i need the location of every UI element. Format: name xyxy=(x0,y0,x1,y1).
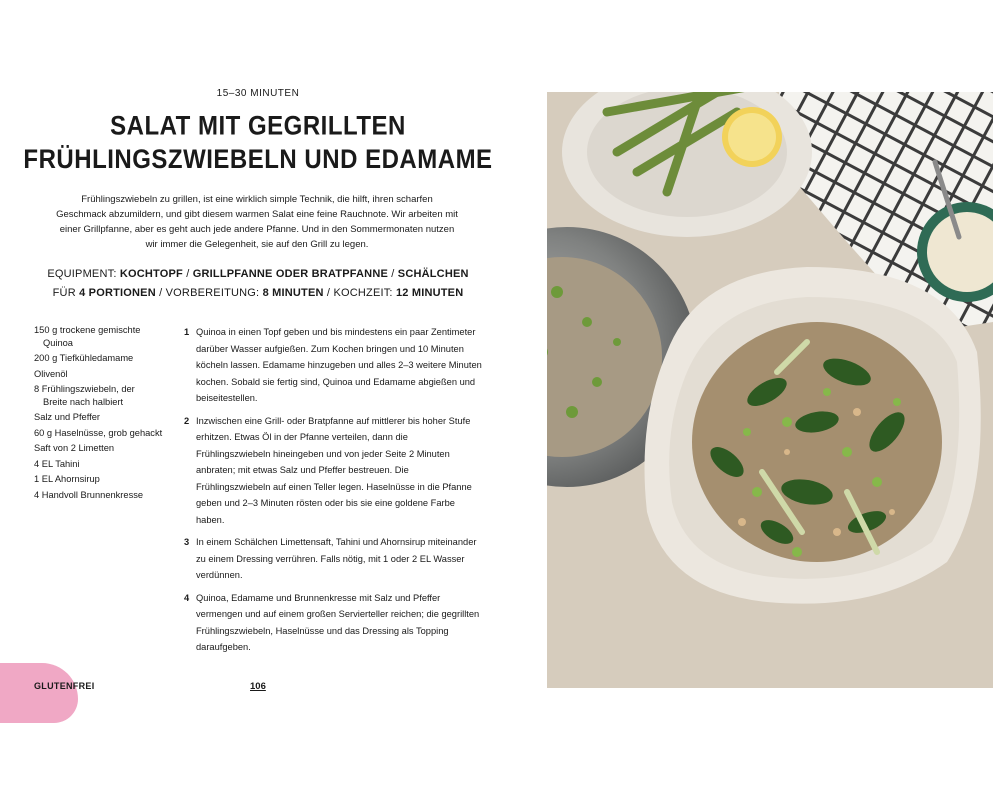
equipment-separator: / xyxy=(182,268,193,280)
gluten-free-tag-background xyxy=(0,663,78,723)
equipment-line xyxy=(0,267,516,281)
ingredient-item: 200 g Tiefkühledamame xyxy=(34,353,134,363)
cook-time: 12 MINUTEN xyxy=(395,287,464,299)
ingredient-item: Saft von 2 Limetten xyxy=(34,443,115,453)
equipment-item: SCHÄLCHEN xyxy=(397,268,469,280)
ingredient-item: 4 EL Tahini xyxy=(34,458,80,469)
step-number: 1 xyxy=(184,327,190,337)
recipe-intro: Frühlingszwiebeln zu grillen, ist eine wirklich simple Technik, die hilft, ihren scharfen Geschmack abzumildern, und gibt diesem warmen Salat eine feine Rauchnote. Wir arbeiten mit einer Grillpfanne, aber es geht auch jede andere Pfanne. Und in den Sommermonaten nutzen wir immer die Gelegenheit, sie auf den Grill zu legen. xyxy=(56,194,458,250)
gluten-free-tag: GLUTENFREI xyxy=(34,681,95,691)
servings-prefix: FÜR xyxy=(52,287,80,299)
salad-illustration xyxy=(547,92,993,688)
servings-line xyxy=(0,286,516,300)
ingredient-item: 1 EL Ahornsirup xyxy=(34,474,100,484)
equipment-label: EQUIPMENT: xyxy=(47,268,120,280)
prep-label: / VORBEREITUNG: xyxy=(155,287,263,299)
quinoa-salad xyxy=(692,322,942,562)
servings-portions: 4 PORTIONEN xyxy=(79,287,156,299)
ingredient-item: 150 g trockene gemischte Quinoa xyxy=(34,325,141,348)
method-step xyxy=(184,590,484,656)
method-step xyxy=(184,413,484,529)
salad-plate-photo xyxy=(547,92,993,688)
page-number: 106 xyxy=(250,681,266,692)
cook-label: / KOCHZEIT: xyxy=(323,287,396,299)
step-number: 2 xyxy=(184,415,190,426)
ingredient-item: Olivenöl xyxy=(34,368,68,379)
step-text: Quinoa, Edamame und Brunnenkresse mit Salz und Pfeffer vermengen und auf einem großen Servierteller reichen; die gegrillten Frühlingszwiebeln, Haselnüsse und das Dressing als Topping daraufgeben. xyxy=(196,592,480,652)
ingredient-list xyxy=(34,324,174,504)
cooking-time-label: 15–30 MINUTEN xyxy=(216,88,300,99)
step-text: Inzwischen eine Grill- oder Bratpfanne auf mittlerer bis hoher Stufe erhitzen. Etwas Öl in der Pfanne verteilen, dann die Frühlingszwiebeln hineingeben und von jeder Seite 2 Minuten anbraten; mit etwas Salz und Pfeffer bestreuen. Die Frühlingszwiebeln auf einen Teller legen. Haselnüsse in die Pfanne geben und 2–3 Minuten rösten oder bis sie eine goldene Farbe haben. xyxy=(196,415,472,525)
method-step xyxy=(184,324,484,407)
method-steps xyxy=(184,324,484,662)
recipe-title: SALAT MIT GEGRILLTEN FRÜHLINGSZWIEBELN UND EDAMAME xyxy=(23,111,493,175)
method-step xyxy=(184,534,484,584)
equipment-item: GRILLPFANNE ODER BRATPFANNE xyxy=(192,268,389,280)
step-number: 4 xyxy=(184,592,190,603)
equipment-item: KOCHTOPF xyxy=(119,268,183,280)
step-text: In einem Schälchen Limettensaft, Tahini und Ahornsirup miteinander zu einem Dressing verrühren. Falls nötig, mit 1 oder 2 EL Wasser verdünnen. xyxy=(196,537,477,580)
ingredient-item: 60 g Haselnüsse, grob gehackt xyxy=(34,427,163,438)
prep-time: 8 MINUTEN xyxy=(262,287,324,299)
step-text: Quinoa in einen Topf geben und bis mindestens ein paar Zentimeter darüber Wasser aufgießen. Zum Kochen bringen und 10 Minuten köcheln lassen. Edamame hinzugeben und alles 2–3 weitere Minuten kochen. Sobald sie fertig sind, Quinoa und Edamame abgießen und beiseitestellen. xyxy=(196,327,482,403)
ingredient-item: 8 Frühlingszwiebeln, der Breite nach halbiert xyxy=(34,384,135,407)
equipment-separator: / xyxy=(388,268,398,280)
ingredient-item: 4 Handvoll Brunnenkresse xyxy=(34,489,144,500)
ingredient-item: Salz und Pfeffer xyxy=(34,412,100,422)
step-number: 3 xyxy=(184,537,190,547)
